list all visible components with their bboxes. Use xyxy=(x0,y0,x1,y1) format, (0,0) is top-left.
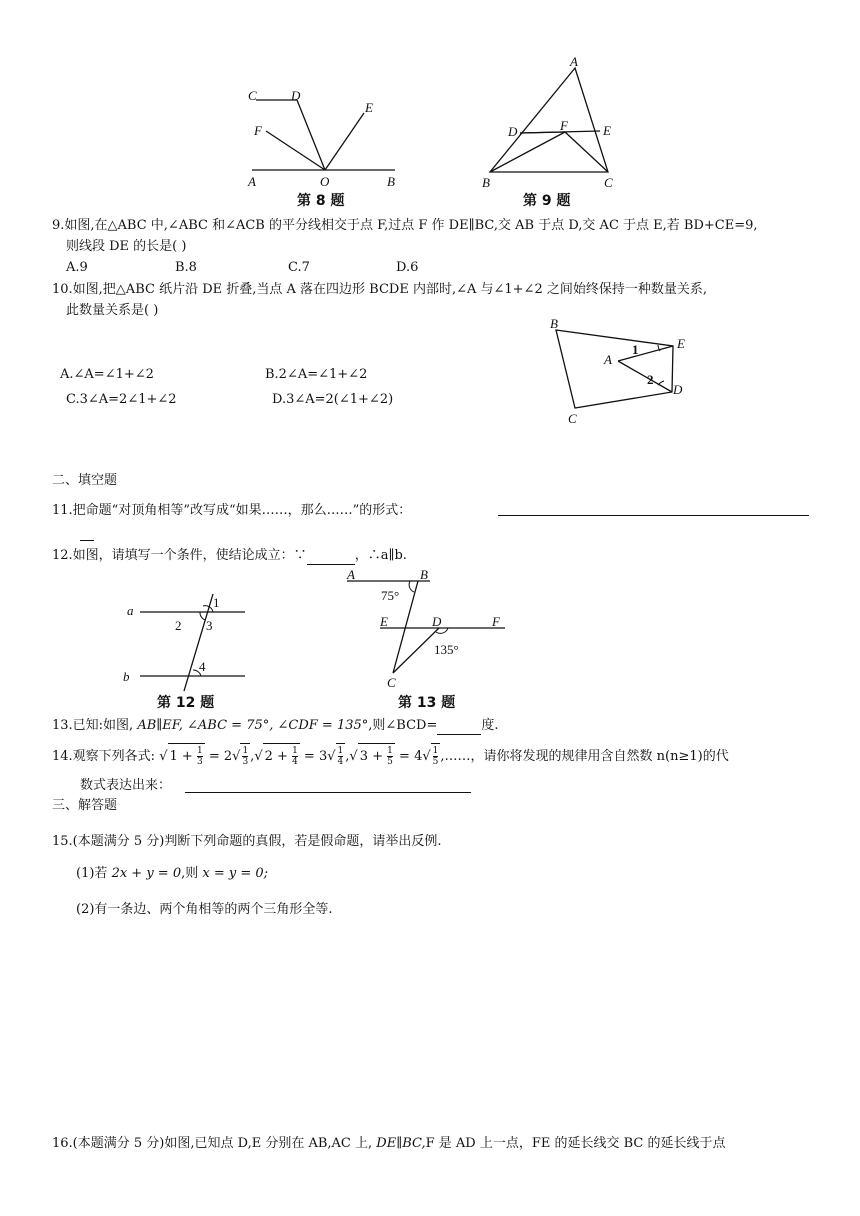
question-12-prefix: 12.如图，请填写一个条件，使结论成立：∵ xyxy=(52,548,307,563)
label-3: 3 xyxy=(206,618,213,633)
question-13 xyxy=(52,717,499,735)
label-e: E xyxy=(380,614,388,629)
question-16-prefix: 16.(本题满分 5 分)如图,已知点 D,E 分别在 AB,AC 上, xyxy=(52,1136,373,1151)
answer-line-14[interactable] xyxy=(185,792,471,793)
question-16-math: DE∥BC, xyxy=(376,1136,426,1151)
label-a: A xyxy=(347,567,355,582)
sqrt-term-2: √ 2 + $\frac{1}{4}$ = 3√ $\frac{1}{4}$ , xyxy=(254,749,349,764)
question-10-line-1: 10.如图,把△ABC 纸片沿 DE 折叠,当点 A 落在四边形 BCDE 内部时,∠A 与∠1+∠2 之间始终保持一种数量关系, xyxy=(52,282,707,297)
label-e: E xyxy=(677,336,685,351)
question-10-option-a: A.∠A=∠1+∠2 xyxy=(60,367,154,382)
label-c: C xyxy=(568,411,577,426)
figure-12 xyxy=(115,588,255,696)
question-13-math: AB∥EF, ∠ABC = 75°, ∠CDF = 135° xyxy=(137,718,369,733)
question-15-title: 15.(本题满分 5 分)判断下列命题的真假，若是假命题，请举出反例. xyxy=(52,834,442,849)
label-75-degrees: 75° xyxy=(381,588,400,603)
question-16 xyxy=(52,1135,726,1153)
part-1-conclusion: x = y = 0; xyxy=(202,866,269,881)
label-b: B xyxy=(550,316,558,331)
section-3-heading: 三、解答题 xyxy=(52,798,118,813)
answer-line-11[interactable] xyxy=(498,515,809,516)
question-9-option-b: B.8 xyxy=(175,260,197,275)
question-14-prefix: 14.观察下列各式: xyxy=(52,749,156,764)
question-10-option-c: C.3∠A=2∠1+∠2 xyxy=(66,392,177,407)
question-10-option-b: B.2∠A=∠1+∠2 xyxy=(265,367,368,382)
label-b: b xyxy=(123,669,130,684)
question-14 xyxy=(52,743,729,770)
sqrt-term-1: √ 1 + $\frac{1}{3}$ = 2√ $\frac{1}{3}$ , xyxy=(159,749,254,764)
answer-line-11-continued[interactable] xyxy=(80,540,94,541)
figure-13 xyxy=(340,565,510,690)
part-1-equation: 2x + y = 0 xyxy=(111,866,182,881)
label-d: D xyxy=(432,614,442,629)
label-a: A xyxy=(604,352,612,367)
question-15-part-2: (2)有一条边、两个角相等的两个三角形全等. xyxy=(76,902,333,917)
label-a: a xyxy=(127,603,134,618)
question-13-suffix: ,则∠BCD= xyxy=(368,718,438,733)
question-10-option-d: D.3∠A=2(∠1+∠2) xyxy=(272,392,394,407)
label-e: E xyxy=(365,100,373,115)
question-13-unit: 度. xyxy=(481,718,499,733)
question-9-line-2: 则线段 DE 的长是( ) xyxy=(66,239,187,254)
question-12-conclusion: ，∴a∥b. xyxy=(354,548,407,563)
label-1: 1 xyxy=(632,342,639,357)
section-2-heading: 二、填空题 xyxy=(52,473,118,488)
label-2: 2 xyxy=(647,372,654,387)
question-11: 11.把命题“对顶角相等”改写成“如果……，那么……”的形式： xyxy=(52,503,412,518)
label-c: C xyxy=(387,675,396,690)
label-c: C xyxy=(604,175,613,190)
label-e: E xyxy=(603,123,611,138)
question-14-line-2: 数式表达出来： xyxy=(80,778,172,793)
question-16-suffix: F 是 AD 上一点，FE 的延长线交 BC 的延长线于点 xyxy=(425,1136,726,1151)
label-4: 4 xyxy=(199,659,206,674)
figure-9-caption: 第 9 题 xyxy=(523,193,571,209)
figure-12-caption: 第 12 题 xyxy=(157,695,215,711)
label-f: F xyxy=(492,614,500,629)
label-a: A xyxy=(570,54,578,69)
label-2: 2 xyxy=(175,618,182,633)
label-o: O xyxy=(320,174,330,189)
label-d: D xyxy=(291,88,301,103)
label-135-degrees: 135° xyxy=(434,642,459,657)
question-14-suffix: ……，请你将发现的规律用含自然数 n(n≥1)的代 xyxy=(444,749,729,764)
label-b: B xyxy=(482,175,490,190)
question-9-line-1: 9.如图,在△ABC 中,∠ABC 和∠ACB 的平分线相交于点 F,过点 F 作 DE∥BC,交 AB 于点 D,交 AC 于点 E,若 BD+CE=9, xyxy=(52,218,758,233)
figure-13-caption: 第 13 题 xyxy=(398,695,456,711)
question-13-prefix: 13.已知:如图, xyxy=(52,718,134,733)
label-f: F xyxy=(254,123,262,138)
part-1-prefix: (1)若 xyxy=(76,866,108,881)
question-9-option-a: A.9 xyxy=(66,260,88,275)
answer-blank-13[interactable] xyxy=(437,720,481,735)
answer-blank-12[interactable] xyxy=(307,550,355,565)
label-f: F xyxy=(560,118,568,133)
question-10-line-2: 此数量关系是( ) xyxy=(66,303,159,318)
label-d: D xyxy=(673,382,683,397)
label-d: D xyxy=(508,124,518,139)
label-a: A xyxy=(248,174,256,189)
label-1: 1 xyxy=(213,595,220,610)
figure-10 xyxy=(540,315,700,430)
question-9-option-d: D.6 xyxy=(396,260,419,275)
sqrt-term-3: √ 3 + $\frac{1}{5}$ = 4√ $\frac{1}{5}$ , xyxy=(349,749,444,764)
figure-8-caption: 第 8 题 xyxy=(297,193,345,209)
question-9-option-c: C.7 xyxy=(288,260,310,275)
question-12 xyxy=(52,547,407,565)
figure-8 xyxy=(240,85,410,195)
label-b: B xyxy=(420,567,428,582)
part-1-connector: ,则 xyxy=(181,866,199,881)
question-15-part-1 xyxy=(76,865,268,883)
figure-9 xyxy=(475,50,625,190)
label-b: B xyxy=(387,174,395,189)
label-c: C xyxy=(248,88,257,103)
